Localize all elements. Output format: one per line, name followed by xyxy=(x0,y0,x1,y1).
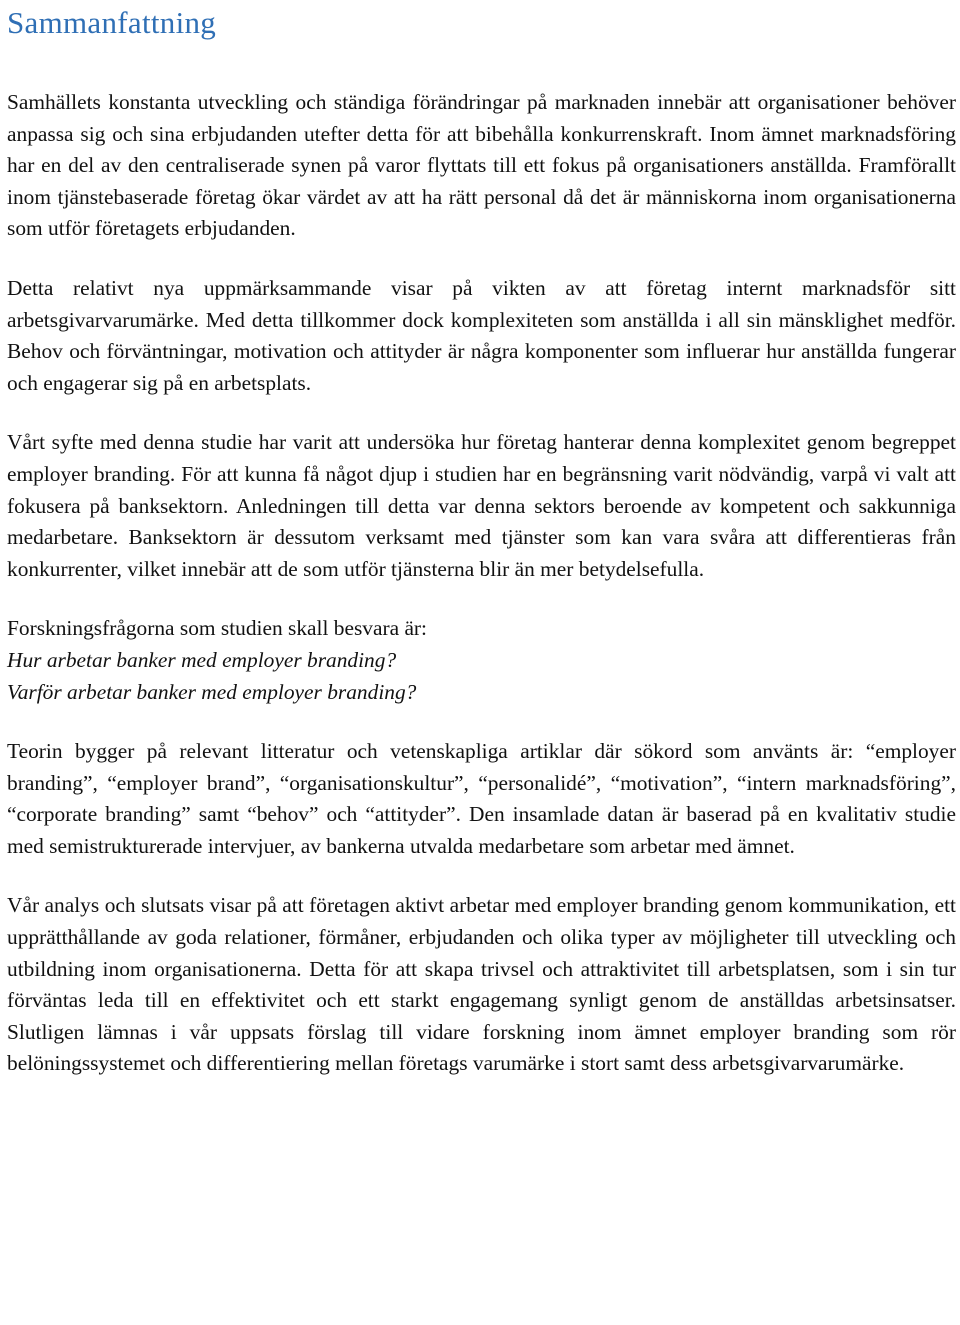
document-page xyxy=(7,0,956,1080)
research-question-2: Varför arbetar banker med employer branding? xyxy=(7,679,417,704)
page-title: Sammanfattning xyxy=(7,5,217,40)
paragraph-employer-brand: Detta relativt nya uppmärksammande visar på vikten av att företag internt marknadsför sitt arbetsgivarvarumärke. Med detta tillkommer dock komplexiteten som anställda i all sin mänsklighet medför. Behov och förväntningar, motivation och attityder är några komponenter som influerar hur anställda fungerar och engagerar sig på en arbetsplats. xyxy=(7,275,956,395)
paragraph-intro: Samhällets konstanta utveckling och ständiga förändringar på marknaden innebär att organisationer behöver anpassa sig och sina erbjudanden utefter detta för att bibehålla konkurrenskraft. Inom ämnet marknadsföring har en del av den centraliserade synen på varor flyttats till ett fokus på organisationers anställda. Framförallt inom tjänstebaserade företag ökar värdet av att ha rätt personal då det är människorna inom organisationerna som utför företagets erbjudanden. xyxy=(7,90,956,241)
paragraph-method: Teorin bygger på relevant litteratur och vetenskapliga artiklar där sökord som använts är: “employer branding”, “employer brand”, “organisationskultur”, “personalidé”, “motivation”, “intern marknadsföring”, “corporate branding” samt “behov” och “attityder”. Den insamlade datan är baserad på en kvalitativ studie med semistrukturerade intervjuer, av bankerna utvalda medarbetare som arbetar med ämnet. xyxy=(7,739,956,858)
research-questions xyxy=(7,613,956,708)
paragraph-purpose: Vårt syfte med denna studie har varit att undersöka hur företag hanterar denna komplexitet genom begreppet employer branding. För att kunna få något djup i studien har en begränsning varit nödvändig, varpå vi valt att fokusera på banksektorn. Anledningen till detta var denna sektors beroende av kompetent och sakkunniga medarbetare. Banksektorn är dessutom verksamt med tjänster som kan vara svåra att differentieras från konkurrenter, vilket innebär att de som utför tjänsterna blir än mer betydelsefulla. xyxy=(7,430,956,581)
research-questions-intro: Forskningsfrågorna som studien skall besvara är: xyxy=(7,616,428,641)
research-question-1: Hur arbetar banker med employer branding? xyxy=(7,647,397,672)
paragraph-conclusion: Vår analys och slutsats visar på att företagen aktivt arbetar med employer branding genom kommunikation, ett upprätthållande av goda relationer, förmåner, erbjudanden och olika typer av möjligheter till utveckling och utbildning inom organisationerna. Detta för att skapa trivsel och attraktivitet till arbetsplatsen, som i sin tur förväntas leda till en effektivitet och ett starkt engagemang synligt genom de anställdas arbetsinsatser. Slutligen lämnas i vår uppsats förslag till vidare forskning inom ämnet employer branding som rör belöningssystemet och differentiering mellan företags varumärke i stort samt dess arbetsgivarvarumärke. xyxy=(7,893,956,1076)
